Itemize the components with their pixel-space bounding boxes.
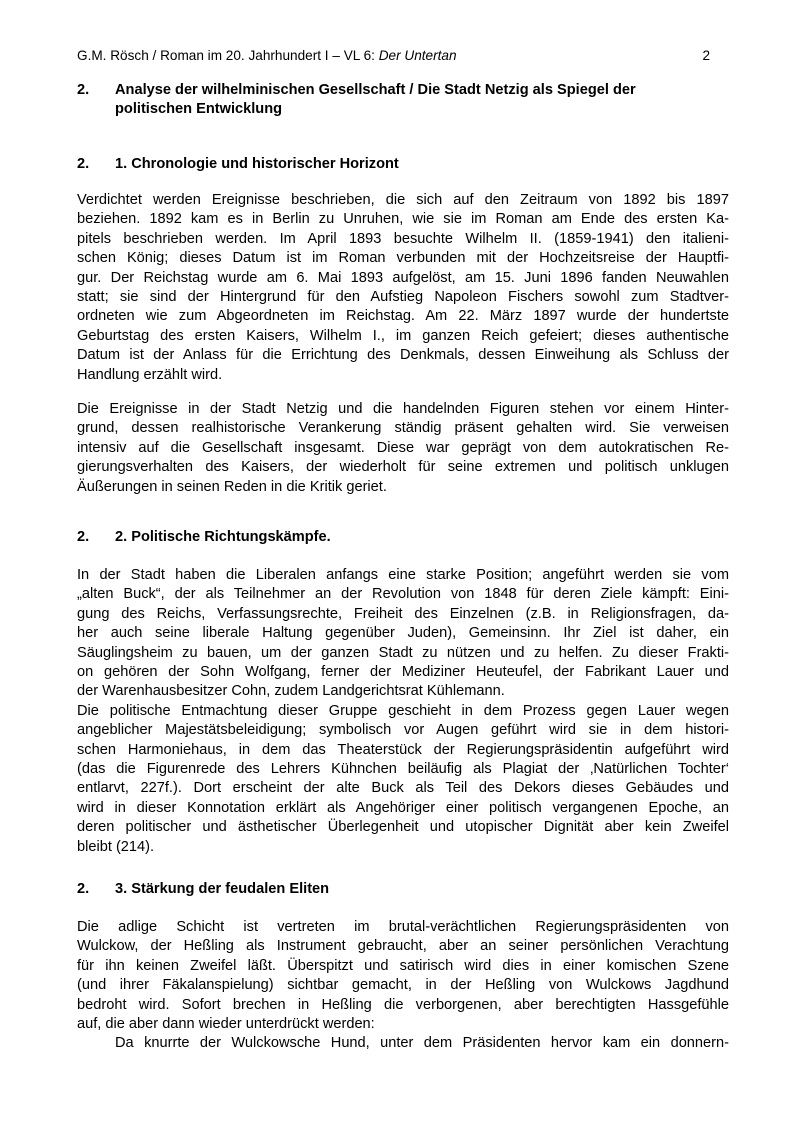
header-title [77, 48, 457, 64]
paragraph [77, 566, 729, 857]
text-line: beziehen. 1892 kam es in Berlin zu Unruhen, wie sie im Roman am Ende des ersten Ka- [77, 211, 729, 228]
text-line: deren politischer und ästhetischer Überlegenheit und utopischer Dignität aber kein Zweifel [77, 819, 729, 836]
text-line: entlarvt, 227f.). Dort erscheint der alte Buck als Teil des Dekors dieses Gebäudes und [77, 780, 729, 797]
text-line: Datum ist der Anlass für die Errichtung des Denkmals, dessen Einweihung als Schluss der [77, 347, 729, 364]
main-heading [77, 81, 717, 121]
text-line: gierungsverhalten des Kaisers, der wiederholt für seine extremen und politisch unklugen [77, 459, 729, 476]
paragraph [77, 918, 729, 1054]
text-line: gung des Reichs, Verfassungsrechte, Freiheit des Einzelnen (z.B. in Religionsfragen, da- [77, 605, 729, 622]
text-line: Handlung erzählt wird. [77, 366, 223, 383]
text-line: Wulckow, der Heßling als Instrument gebraucht, aber an seiner persönlichen Verachtung [77, 938, 729, 955]
text-line: Die Ereignisse in der Stadt Netzig und die handelnden Figuren stehen vor einem Hinter- [77, 401, 729, 417]
text-line: (das die Figurenrede des Lehrers Kühnchen beiläufig als Plagiat der ‚Natürlichen Tochter‘ [77, 761, 729, 778]
text-line: ordneten wie zum Abgeordneten im Reichstag. Am 22. März 1897 wurde der hundertste [77, 308, 729, 325]
text-line: pitels beschrieben werden. Im April 1893 besuchte Wilhelm II. (1859-1941) den italieni- [77, 230, 729, 247]
text-line: gur. Der Reichstag wurde am 6. Mai 1893 aufgelöst, am 15. Juni 1896 fanden Neuwahlen [77, 269, 729, 286]
section-number: 2. [77, 881, 90, 897]
main-heading-number: 2. [77, 82, 90, 98]
text-line: wird in dieser Konnotation erklärt als Angehöriger einer politisch vergangenen Epoche, an [77, 799, 729, 816]
text-line: intensiv auf die Gesellschaft insgesamt. Diese war geprägt von dem autokratischen Re- [77, 439, 729, 456]
section-title: 1. Chronologie und historischer Horizont [115, 156, 399, 172]
header-title-prefix: G.M. Rösch / Roman im 20. Jahrhundert I – VL 6: [77, 48, 379, 63]
text-line: Säuglingsheim zu bauen, um der ganzen Stadt zu nützen und zu helfen. Zu dieser Frakti- [77, 644, 729, 661]
section-number: 2. [77, 529, 90, 545]
text-line: (und ihrer Fäkalanspielung) sichtbar gemacht, in der Heßling von Wulckows Jagdhund [77, 977, 729, 994]
text-line: schen König; dieses Datum ist im Roman verbunden mit der Hochzeitsreise der Hauptfi- [77, 250, 729, 267]
text-line: bleibt (214). [77, 838, 155, 855]
page-number: 2 [702, 48, 710, 63]
text-line: auf, die aber dann wieder unterdrückt werden: [77, 1016, 375, 1033]
text-line: Die politische Entmachtung dieser Gruppe geschieht in dem Prozess gegen Lauer wegen [77, 702, 729, 719]
text-line: In der Stadt haben die Liberalen anfangs eine starke Position; angeführt werden sie vom [77, 567, 729, 583]
text-line: der Warenhausbesitzer Cohn, zudem Landgerichtsrat Kühlemann. [77, 683, 505, 700]
text-line: statt; sie sind der Hintergrund für den Aufstieg Napoleon Fischers sowohl zum Stadtver- [77, 289, 729, 306]
paragraph [77, 191, 729, 385]
text-line: Die adlige Schicht ist vertreten im brutal-verächtlichen Regierungspräsidenten von [77, 919, 729, 935]
main-heading-line: politischen Entwicklung [115, 101, 283, 117]
text-line: angeblicher Majestätsbeleidigung; symbolisch vor Augen geführt wird sie in dem histori- [77, 722, 729, 739]
section-title: 3. Stärkung der feudalen Eliten [115, 881, 330, 897]
text-line: Verdichtet werden Ereignisse beschrieben, die sich auf den Zeitraum von 1892 bis 1897 [77, 192, 729, 208]
text-line: Äußerungen in seinen Reden in die Kritik geriet. [77, 478, 387, 495]
text-line: on gehören der Sohn Wolfgang, ferner der Mediziner Heuteufel, der Fabrikant Lauer und [77, 664, 729, 681]
header-title-italic: Der Untertan [378, 48, 457, 63]
text-line: her auch seine liberale Haltung gegenüber Juden), Gemeinsinn. Ihr Ziel ist daher, ein [77, 625, 729, 642]
text-line: Geburtstag des ersten Kaisers, Wilhelm I., im ganzen Reich gefeiert; dieses authentische [77, 327, 729, 344]
text-line: „alten Buck“, der als Teilnehmer an der Revolution von 1848 für deren Ziele kämpft: Eini- [77, 586, 729, 603]
text-line: schen Harmoniehaus, in dem das Theaterstück der Regierungspräsidentin aufgeführt wird [77, 741, 729, 758]
quote-line: Da knurrte der Wulckowsche Hund, unter dem Präsidenten hervor kam ein donnern- [115, 1035, 729, 1052]
section-title: 2. Politische Richtungskämpfe. [115, 529, 331, 545]
main-heading-text [115, 81, 717, 119]
main-heading-line: Analyse der wilhelminischen Gesellschaft / Die Stadt Netzig als Spiegel der [115, 82, 636, 98]
paragraph [77, 400, 729, 497]
text-line: für ihn keinen Zweifel läßt. Überspitzt und satirisch wird dies in einer komischen Szene [77, 957, 729, 974]
text-line: grund, dessen realhistorische Verankerung ständig präsent gehalten wird. Sie verweisen [77, 420, 729, 437]
text-line: bedroht wird. Sofort brechen in Heßling die verborgenen, aber berechtigten Hassgefühle [77, 996, 729, 1013]
section-number: 2. [77, 156, 90, 172]
